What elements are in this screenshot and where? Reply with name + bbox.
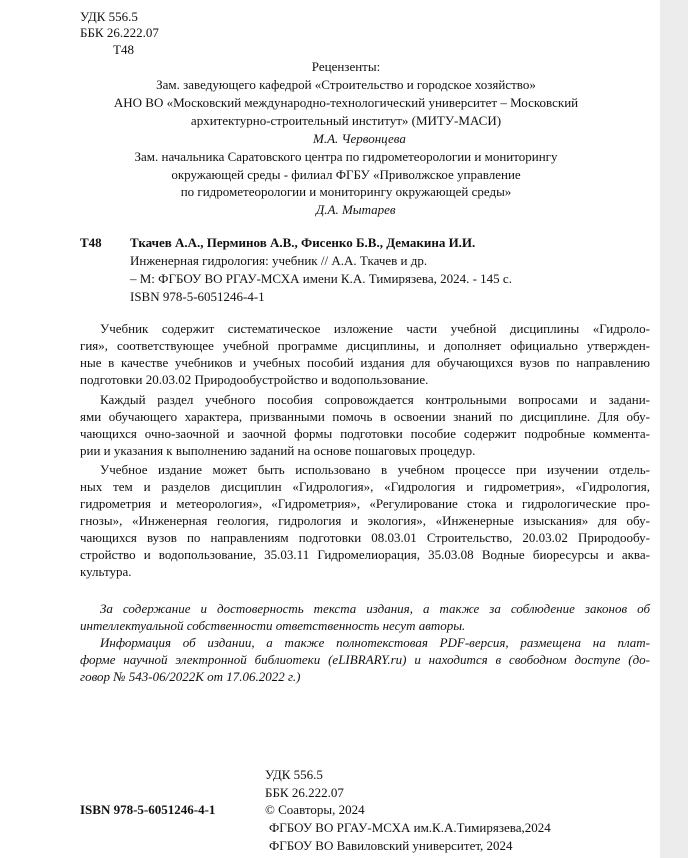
text-line: Каждый раздел учебного пособия сопровождается контрольными вопросами и задани- bbox=[100, 392, 650, 407]
reviewer-2-org: окружающей среды - филиал ФГБУ «Приволжское управление bbox=[171, 167, 521, 182]
text-line: подготовки 20.03.02 Природообустройство и водопользование. bbox=[80, 372, 429, 387]
text-line: гидрометрия и метеорология», «Гидрометрия», «Регулирование стока и гидрологические про- bbox=[80, 496, 650, 511]
copyright-rgau: ФГБОУ ВО РГАУ-МСХА им.К.А.Тимирязева,2024 bbox=[269, 820, 551, 835]
biblio-title: Инженерная гидрология: учебник // А.А. Ткачев и др. bbox=[130, 253, 428, 268]
text-line: чающихся вузов по направлениям подготовки 08.03.01 Строительство, 20.03.02 Природообу- bbox=[80, 530, 650, 545]
reviewer-2-name: Д.А. Мытарев bbox=[316, 202, 396, 217]
reviewer-1-org-cont: архитектурно-строительный институт» (МИТУ-МАСИ) bbox=[190, 113, 502, 128]
text-line: ных тем и разделов дисциплин «Гидрология», «Гидрология и гидрометрия», «Гидрология, bbox=[80, 479, 650, 494]
text-line: гнозы», «Инженерная геология, гидрология и экология», «Инженерные изыскания» для обу- bbox=[80, 513, 650, 528]
text-line: культура. bbox=[80, 564, 132, 579]
text-line: За содержание и достоверность текста издания, а также за соблюдение законов об bbox=[100, 601, 650, 616]
reviewer-1-position: Зам. заведующего кафедрой «Строительство и городское хозяйство» bbox=[156, 77, 536, 92]
text-line: ями обучающего характера, призванными помочь в освоении знаний по дисциплине. Для обу- bbox=[80, 409, 650, 424]
bbk-code: ББК 26.222.07 bbox=[80, 25, 159, 40]
copyright-vavilov: ФГБОУ ВО Вавиловский университет, 2024 bbox=[269, 838, 513, 853]
text-line: чающихся очно-заочной и заочной формы подготовки пособие содержит подробные коммента- bbox=[80, 426, 650, 441]
author-mark: Т48 bbox=[113, 42, 134, 57]
text-line: Учебник содержит систематическое изложение части учебной дисциплины «Гидроло- bbox=[100, 321, 650, 336]
footer-bbk: ББК 26.222.07 bbox=[265, 785, 344, 800]
biblio-code: Т48 bbox=[80, 235, 102, 250]
reviewers-heading: Рецензенты: bbox=[311, 59, 381, 74]
scrollbar-gutter bbox=[660, 0, 688, 858]
publication-info-notice bbox=[80, 634, 650, 685]
text-line: интеллектуальной собственности ответственность несут авторы. bbox=[80, 618, 466, 633]
text-line: Информация об издании, а также полнотекстовая PDF-версия, размещена на плат- bbox=[100, 635, 650, 650]
text-line: Учебное издание может быть использовано в учебном процессе при изучении отдель- bbox=[100, 462, 650, 477]
responsibility-notice bbox=[80, 600, 650, 634]
reviewer-2-org-cont: по гидрометеорологии и мониторингу окружающей среды» bbox=[180, 184, 512, 199]
biblio-isbn: ISBN 978-5-6051246-4-1 bbox=[130, 289, 265, 304]
abstract-paragraph-1 bbox=[80, 320, 650, 388]
text-line: говор № 543-06/2022К от 17.06.2022 г.) bbox=[80, 669, 301, 684]
biblio-authors: Ткачев А.А., Перминов А.В., Фисенко Б.В., Демакина И.И. bbox=[130, 235, 476, 250]
copyright-authors: © Соавторы, 2024 bbox=[265, 802, 365, 817]
text-line: гия», соответствующее учебной программе дисциплины, и дополняет официально утвержден- bbox=[80, 338, 650, 353]
abstract-paragraph-3 bbox=[80, 461, 650, 580]
text-line: ные в качестве учебников и учебных пособий издания для обучающихся вузов по направлению bbox=[80, 355, 650, 370]
footer-udk: УДК 556.5 bbox=[265, 767, 323, 782]
reviewer-1-org: АНО ВО «Московский международно-технологический университет – Московский bbox=[113, 95, 579, 110]
reviewer-2-position: Зам. начальника Саратовского центра по гидрометеорологии и мониторингу bbox=[134, 149, 558, 164]
biblio-publisher: – М: ФГБОУ ВО РГАУ-МСХА имени К.А. Тимирязева, 2024. - 145 с. bbox=[130, 271, 512, 286]
footer-isbn: ISBN 978-5-6051246-4-1 bbox=[80, 802, 216, 817]
reviewer-1-name: М.А. Червонцева bbox=[313, 131, 406, 146]
text-line: рии и указания к выполнению заданий на основе пошаговых процедур. bbox=[80, 443, 476, 458]
text-line: стройство и водопользование, 35.03.11 Гидромелиорация, 35.03.08 Водные биоресурсы и аква- bbox=[80, 547, 650, 562]
udk-code: УДК 556.5 bbox=[80, 9, 138, 24]
abstract-paragraph-2 bbox=[80, 391, 650, 459]
text-line: форме научной электронной библиотеки (eLIBRARY.ru) и находится в свободном доступе (до- bbox=[80, 652, 650, 667]
